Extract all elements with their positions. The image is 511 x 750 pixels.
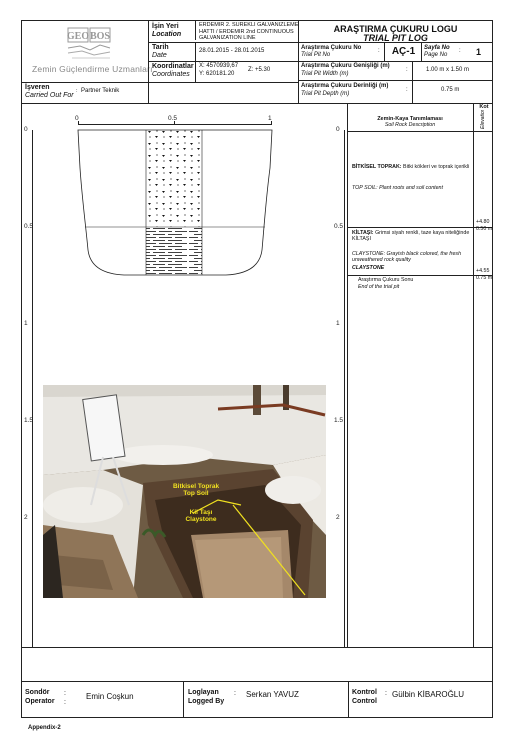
location-value-2: HATTI / ERDEMIR 2nd CONTINUOUS	[199, 28, 294, 35]
operator-label-en: Operator	[25, 698, 55, 705]
photo-label-claystone: Kil Taşı Claystone	[185, 509, 217, 523]
layer1-description: BİTKİSEL TOPRAK: Bitki kökleri ve toprak içerikli	[352, 164, 470, 170]
operator-colon-2: :	[64, 699, 66, 706]
kot-label: Kot	[479, 104, 489, 110]
log-title-en: TRIAL PIT LOG	[363, 33, 428, 43]
location-label-en: Location	[152, 31, 182, 38]
page-no-colon: :	[459, 48, 461, 54]
coord-x: X: 4570939,67	[199, 63, 239, 69]
right-scale-15: 1.5	[334, 417, 344, 424]
operator-value: Emin Coşkun	[86, 692, 134, 701]
date-label-en: Date	[152, 52, 167, 59]
logged-by-label-en: Logged By	[188, 698, 225, 705]
logged-by-colon: :	[234, 690, 236, 697]
control-label-en: Control	[352, 698, 377, 705]
pit-width-value: 1.00 m x 1.50 m	[426, 67, 470, 73]
pit-depth-colon: :	[406, 87, 408, 93]
coord-z: Z: +5.30	[248, 67, 271, 73]
layer2-description-en: CLAYSTONE: Grayish black colored, the fresh unweathered rock quality	[352, 251, 462, 264]
trial-pit-photo	[43, 385, 326, 598]
appendix-label: Appendix-2	[28, 725, 61, 731]
logged-by-label: Loglayan	[188, 689, 219, 696]
top-scale-1: 1	[268, 115, 272, 122]
layer2-depth: 0.75 m	[476, 275, 493, 281]
right-scale-1: 1	[336, 320, 340, 327]
left-scale-15: 1.5	[24, 417, 34, 424]
date-value: 28.01.2015 - 28.01.2015	[199, 48, 265, 54]
pit-depth-label-en: Trial Pit Depth (m)	[301, 91, 350, 97]
page-no-label: Sayfa No	[424, 45, 450, 51]
client-label: İşveren	[25, 84, 50, 91]
client-value: Partner Teknik	[81, 88, 120, 94]
pit-depth-label: Araştırma Çukuru Derinliği (m)	[301, 83, 389, 89]
left-scale-1: 1	[24, 320, 28, 327]
page-no-label-en: Page No	[424, 52, 448, 58]
location-value-3: GALVANIZATION LINE	[199, 35, 256, 41]
company-name: Zemin Güçlendirme Uzmanları	[32, 64, 153, 74]
left-scale-0: 0	[24, 126, 28, 133]
layer2-elevation: +4.55	[476, 268, 490, 274]
top-scale-05: 0.5	[168, 115, 178, 122]
pit-width-label: Araştırma Çukuru Genişliği (m)	[301, 63, 390, 69]
right-scale-05: 0.5	[334, 223, 344, 230]
right-scale-0: 0	[336, 126, 340, 133]
pit-width-colon: :	[406, 67, 408, 73]
pit-no-label: Araştırma Çukuru No	[301, 45, 362, 51]
pit-width-label-en: Trial Pit Width (m)	[301, 71, 349, 77]
operator-colon: :	[64, 690, 66, 697]
control-value: Gülbin KİBAROĞLU	[392, 690, 465, 699]
company-logo	[60, 26, 118, 66]
pit-no-label-en: Trial Pit No	[301, 52, 331, 58]
date-label: Tarih	[152, 44, 169, 51]
client-label-en: Carried Out For	[25, 92, 74, 99]
log-title: ARAŞTIRMA ÇUKURU LOGU	[333, 24, 458, 34]
left-scale-05: 0.5	[24, 223, 34, 230]
layer1-elevation: +4.80	[476, 219, 490, 225]
location-value-1: ERDEMIR 2. SUREKLI GALVANIZLEME	[199, 22, 299, 28]
control-label: Kontrol	[352, 689, 377, 696]
pit-end-label-en: End of the trial pit	[358, 284, 400, 290]
layer2-description: KİLTAŞI: Grimsi siyah renkli, taze kaya niteliğinde KİLTAŞI	[352, 230, 470, 243]
pit-end-label: Araştırma Çukuru Sonu	[358, 277, 414, 283]
svg-text:BOS: BOS	[89, 31, 111, 42]
location-label: İşin Yeri	[152, 23, 179, 30]
pit-no-colon: :	[378, 48, 380, 54]
top-scale-0: 0	[75, 115, 79, 122]
photo-label-topsoil: Bitkisel Toprak Top Soil	[172, 483, 220, 497]
client-colon: :	[76, 88, 78, 94]
coordinates-label: Koordinatlar	[152, 63, 194, 70]
operator-label: Sondör	[25, 689, 50, 696]
right-scale-2: 2	[336, 514, 340, 521]
control-colon: :	[385, 690, 387, 697]
layer2-description-en-b: CLAYSTONE	[352, 265, 385, 271]
svg-text:GEO: GEO	[66, 31, 90, 42]
kot-label-en	[478, 110, 488, 130]
description-header: Zemin-Kaya Tanımlaması	[377, 116, 443, 122]
pit-depth-value: 0.75 m	[441, 87, 460, 93]
pit-section-drawing	[76, 128, 274, 278]
logged-by-value: Serkan YAVUZ	[246, 690, 299, 699]
coordinates-label-en: Coordinates	[152, 71, 190, 78]
pit-no-value: AÇ-1	[391, 46, 416, 57]
svg-text:Elevation: Elevation	[480, 110, 486, 129]
layer1-description-en: TOP SOIL: Plant roots and soil content	[352, 185, 443, 191]
left-scale-2: 2	[24, 514, 28, 521]
coord-y: Y: 620181.20	[199, 71, 235, 77]
description-header-en: Soil Rock Description	[384, 122, 436, 128]
page-no-value: 1	[476, 47, 482, 57]
layer1-depth: 0.50 m	[476, 226, 493, 232]
